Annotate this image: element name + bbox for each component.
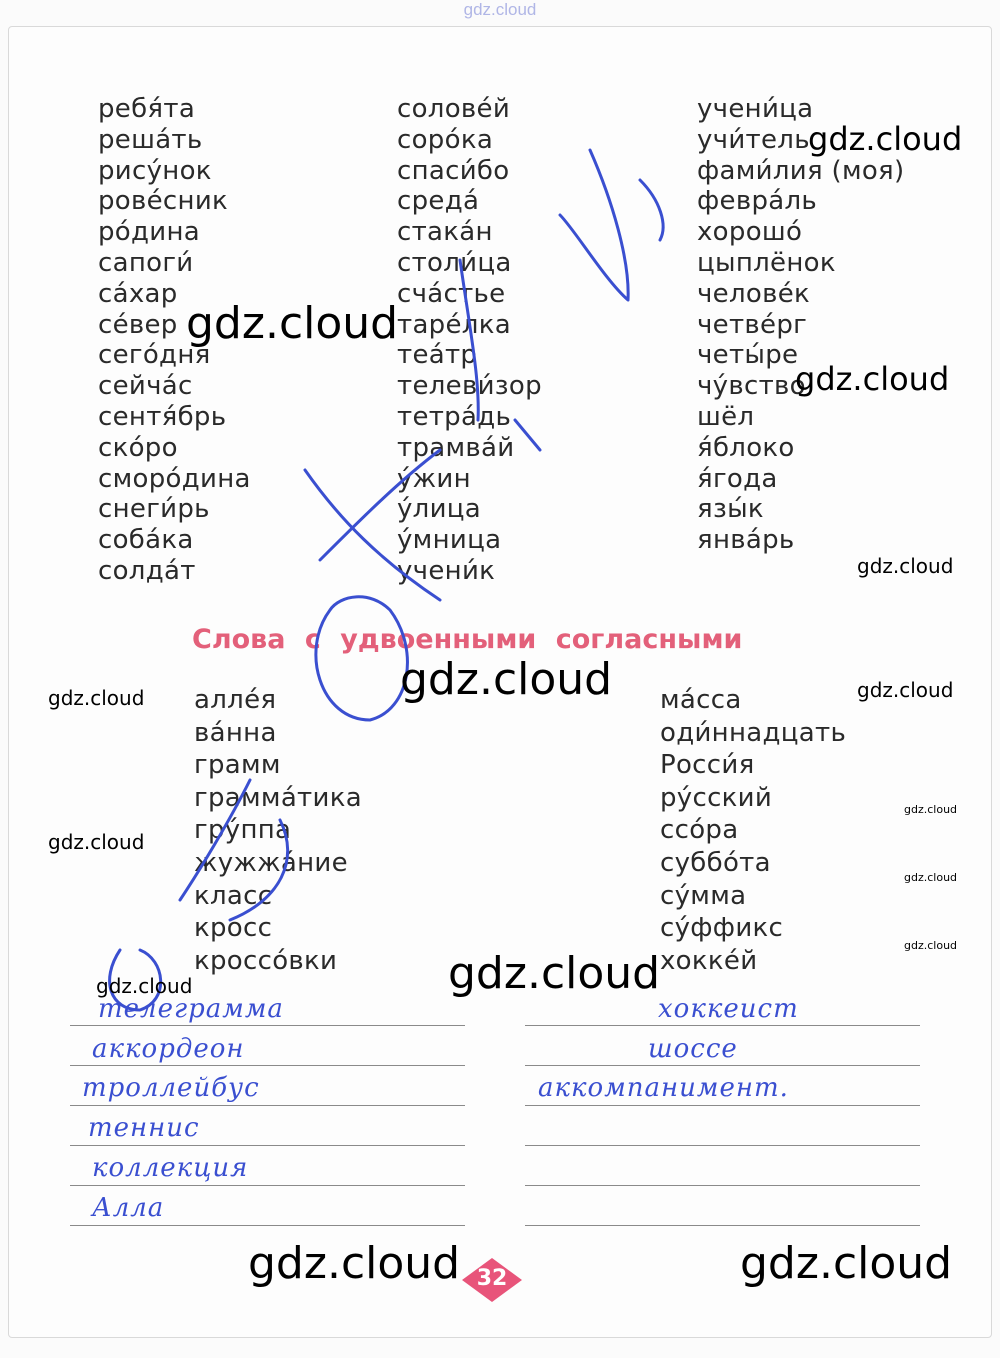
word: сейча́с <box>98 371 193 402</box>
page-number: 32 <box>476 1266 508 1291</box>
word: шёл <box>697 401 755 432</box>
word: класс <box>194 880 273 911</box>
watermark: gdz.cloud <box>904 871 958 884</box>
word: учени́ца <box>697 94 814 124</box>
word: оди́ннадцать <box>660 717 847 748</box>
word: алле́я <box>194 685 277 715</box>
word: реша́ть <box>98 124 203 155</box>
word: я́года <box>697 463 778 494</box>
watermark-top: gdz.cloud <box>463 0 537 19</box>
word: грамма́тика <box>194 782 362 813</box>
word: кросс <box>194 913 273 944</box>
word: тетра́дь <box>397 401 512 432</box>
word: столи́ца <box>397 247 512 278</box>
word: соро́ка <box>397 124 494 155</box>
word: я́блоко <box>697 432 795 463</box>
handwritten-word: телеграмма <box>98 994 284 1024</box>
handwritten-word: теннис <box>88 1113 200 1143</box>
word: фами́лия (моя) <box>697 155 905 186</box>
watermark: gdz.cloud <box>904 939 958 952</box>
handwritten-word: аккомпанимент. <box>538 1073 789 1103</box>
handwritten-word: шоссе <box>648 1034 738 1064</box>
word: телеви́зор <box>397 371 542 402</box>
word: гру́ппа <box>194 815 292 846</box>
word: соба́ка <box>98 525 194 556</box>
word: су́мма <box>660 880 747 911</box>
word: ско́ро <box>98 432 178 463</box>
word: у́лица <box>397 494 482 525</box>
word: янва́рь <box>697 525 795 556</box>
word: солда́т <box>98 555 196 586</box>
word: спаси́бо <box>397 155 510 186</box>
word: таре́лка <box>397 309 511 340</box>
word: у́жин <box>397 463 471 494</box>
watermark: gdz.cloud <box>448 948 661 999</box>
watermark: gdz.cloud <box>96 974 193 998</box>
handwritten-word: хоккеист <box>658 994 799 1024</box>
word: стака́н <box>397 217 493 248</box>
word: снеги́рь <box>98 494 210 525</box>
word: грамм <box>194 750 281 781</box>
word: жужжа́ние <box>194 847 348 878</box>
word: язы́к <box>697 494 764 525</box>
word: се́вер <box>98 309 178 340</box>
word: суббо́та <box>660 847 771 878</box>
word: ребя́та <box>98 94 196 124</box>
watermark: gdz.cloud <box>400 654 613 705</box>
word: хорошо́ <box>697 217 803 248</box>
watermark: gdz.cloud <box>740 1238 953 1289</box>
word: са́хар <box>98 278 178 309</box>
word: теа́тр <box>397 340 478 371</box>
word: ма́сса <box>660 685 742 715</box>
word: цыплёнок <box>697 247 836 278</box>
watermark: gdz.cloud <box>904 803 958 816</box>
watermark: gdz.cloud <box>186 298 399 349</box>
word: солове́й <box>397 94 511 124</box>
word: ссо́ра <box>660 815 739 846</box>
word: челове́к <box>697 278 811 309</box>
word: хокке́й <box>660 945 758 976</box>
handwritten-word: аккордеон <box>92 1034 245 1064</box>
watermark: gdz.cloud <box>48 686 145 710</box>
watermark: gdz.cloud <box>795 360 950 398</box>
word: Росси́я <box>660 750 755 781</box>
word: кроссо́вки <box>194 945 338 976</box>
word: ро́дина <box>98 217 201 248</box>
word: сча́стье <box>397 278 506 309</box>
word: четы́ре <box>697 340 799 371</box>
watermark: gdz.cloud <box>857 554 954 578</box>
word: рису́нок <box>98 155 212 186</box>
watermark: gdz.cloud <box>248 1238 461 1289</box>
word: учи́тель <box>697 124 810 155</box>
word: ва́нна <box>194 717 277 748</box>
word: чу́вство <box>697 371 806 402</box>
handwritten-word: троллейбус <box>82 1073 260 1103</box>
watermark: gdz.cloud <box>808 120 963 158</box>
word: учени́к <box>397 555 496 586</box>
word: сапоги́ <box>98 247 194 278</box>
word: сентя́брь <box>98 401 227 432</box>
watermark: gdz.cloud <box>857 678 954 702</box>
word: сего́дня <box>98 340 211 371</box>
word: у́мница <box>397 525 502 556</box>
word: среда́ <box>397 186 480 217</box>
word: февра́ль <box>697 186 818 217</box>
word: четве́рг <box>697 309 808 340</box>
word: рове́сник <box>98 186 229 217</box>
word: су́ффикс <box>660 913 784 944</box>
handwritten-word: Алла <box>92 1193 165 1223</box>
word: сморо́дина <box>98 463 251 494</box>
word: ру́сский <box>660 782 773 813</box>
word: трамва́й <box>397 432 515 463</box>
handwritten-word: коллекция <box>92 1153 249 1183</box>
watermark: gdz.cloud <box>48 830 145 854</box>
section-title: Слова с удвоенными согласными <box>192 624 743 655</box>
